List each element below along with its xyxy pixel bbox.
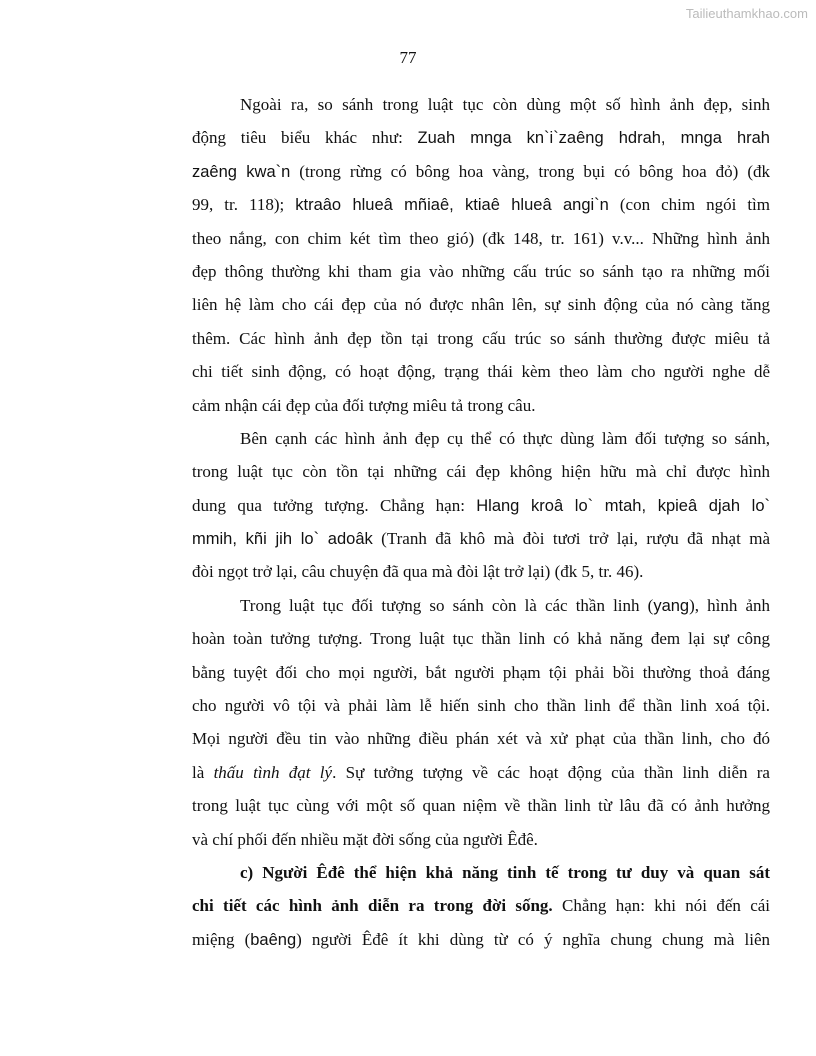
text-segment: trong luật tục còn tồn tại những cái đẹp không hiện hữu mà chỉ được hình [192, 462, 770, 482]
text-segment: Ngoài ra, so sánh trong luật tục còn dùng một số hình ảnh đẹp, sinh [240, 95, 770, 114]
text-line [192, 756, 770, 789]
text-line [192, 322, 770, 355]
text-segment: thấu tình đạt lý [213, 762, 333, 782]
text-segment: hoàn toàn tưởng tượng. Trong luật tục thần linh có khả năng đem lại sự công [192, 629, 770, 649]
text-segment: cảm nhận cái đẹp của đối tượng miêu tả trong câu. [192, 395, 536, 415]
text-segment: Trong luật tục đối tượng so sánh còn là các thần linh ( [240, 595, 654, 615]
text-segment: Chẳng hạn: khi nói đến cái [552, 896, 771, 916]
text-line [192, 923, 770, 956]
text-segment: ), hình ảnh [689, 595, 770, 615]
text-segment: trong luật tục cùng với một số quan niệm về thần linh từ lâu đã có ảnh hưởng [192, 796, 770, 816]
text-line [192, 689, 770, 722]
text-segment: Bên cạnh các hình ảnh đẹp cụ thể có thực dùng làm đối tượng so sánh, [240, 428, 770, 448]
text-line [192, 222, 770, 255]
watermark: Tailieuthamkhao.com [685, 6, 808, 21]
text-segment: 99, tr. 118); [192, 195, 296, 215]
text-line [192, 355, 770, 388]
text-line [192, 522, 770, 555]
text-line [192, 589, 770, 622]
text-line [192, 422, 770, 455]
text-segment: thêm. Các hình ảnh đẹp tồn tại trong cấu trúc so sánh thường được miêu tả [192, 328, 770, 348]
text-segment: dung qua tưởng tượng. Chẳng hạn: [192, 495, 477, 515]
text-line [192, 856, 770, 889]
text-segment: theo nắng, con chim két tìm theo gió) (đk 148, tr. 161) v.v... Những hình ảnh [192, 228, 770, 248]
text-segment: động tiêu biểu khác như: [192, 128, 418, 148]
text-line [192, 255, 770, 288]
text-line [192, 288, 770, 321]
text-line [192, 188, 770, 221]
text-segment: đẹp thông thường khi tham gia vào những cấu trúc so sánh tạo ra những mối [192, 261, 770, 281]
text-segment: cho người vô tội và phải làm lễ hiến sinh cho thần linh để thần linh xoá tội. [192, 696, 770, 716]
text-line [192, 789, 770, 822]
text-line [192, 389, 770, 422]
text-segment: c) Người Êđê thể hiện khả năng tinh tế trong tư duy và quan sát [240, 862, 770, 882]
text-segment: chi tiết sinh động, có hoạt động, trạng thái kèm theo làm cho người nghe dễ [192, 362, 770, 382]
text-line [192, 722, 770, 755]
text-segment: bằng tuyệt đối cho mọi người, bắt người phạm tội phải bồi thường thoả đáng [192, 662, 770, 682]
text-segment: liên hệ làm cho cái đẹp của nó được nhân lên, sự sinh động của nó càng tăng [192, 295, 770, 315]
page-number: 77 [399, 48, 417, 67]
text-segment: ) người Êđê ít khi dùng từ có ý nghĩa chung chung mà liên [296, 929, 771, 949]
ede-quote: Hlang kroâ lo` mtah, kpieâ djah lo` [476, 496, 770, 515]
ede-quote: baêng [250, 930, 297, 949]
text-line [192, 121, 770, 154]
text-line [192, 823, 770, 856]
text-line [192, 489, 770, 522]
ede-quote: ktraâo hlueâ mñiaê, ktiaê hlueâ angi`n [295, 196, 609, 215]
text-segment: (con chim ngói tìm [608, 195, 770, 215]
text-segment: đòi ngọt trở lại, câu chuyện đã qua mà đòi lật trở lại) (đk 5, tr. 46). [192, 562, 644, 582]
text-line [192, 88, 770, 121]
text-line [192, 555, 770, 588]
text-line [192, 455, 770, 488]
paragraph [192, 589, 770, 856]
ede-quote: mmih, kñi jih lo` adoâk [192, 530, 373, 549]
text-line [192, 889, 770, 922]
text-segment: miệng ( [192, 929, 251, 949]
text-segment: . Sự tưởng tượng về các hoạt động của thần linh diễn ra [332, 762, 770, 782]
paragraph [192, 422, 770, 589]
text-segment: (Tranh đã khô mà đòi tươi trở lại, rượu đã nhạt mà [372, 529, 770, 549]
ede-quote: Zuah mnga kn`i`zaêng hdrah, mnga hrah [417, 129, 770, 148]
text-segment: (trong rừng có bông hoa vàng, trong bụi có bông hoa đỏ) (đk [290, 161, 770, 181]
paragraph [192, 856, 770, 956]
text-segment: Mọi người đều tin vào những điều phán xét và xử phạt của thần linh, cho đó [192, 729, 770, 749]
ede-quote: yang [653, 596, 690, 615]
text-line [192, 656, 770, 689]
ede-quote: zaêng kwa`n [192, 162, 291, 181]
text-segment: và chí phối đến nhiều mặt đời sống của người Êđê. [192, 829, 538, 849]
paragraph [192, 88, 770, 422]
body-text [192, 88, 770, 956]
text-line [192, 155, 770, 188]
text-segment: chi tiết các hình ảnh diễn ra trong đời sống. [192, 896, 553, 916]
text-line [192, 622, 770, 655]
text-segment: là [192, 762, 214, 782]
